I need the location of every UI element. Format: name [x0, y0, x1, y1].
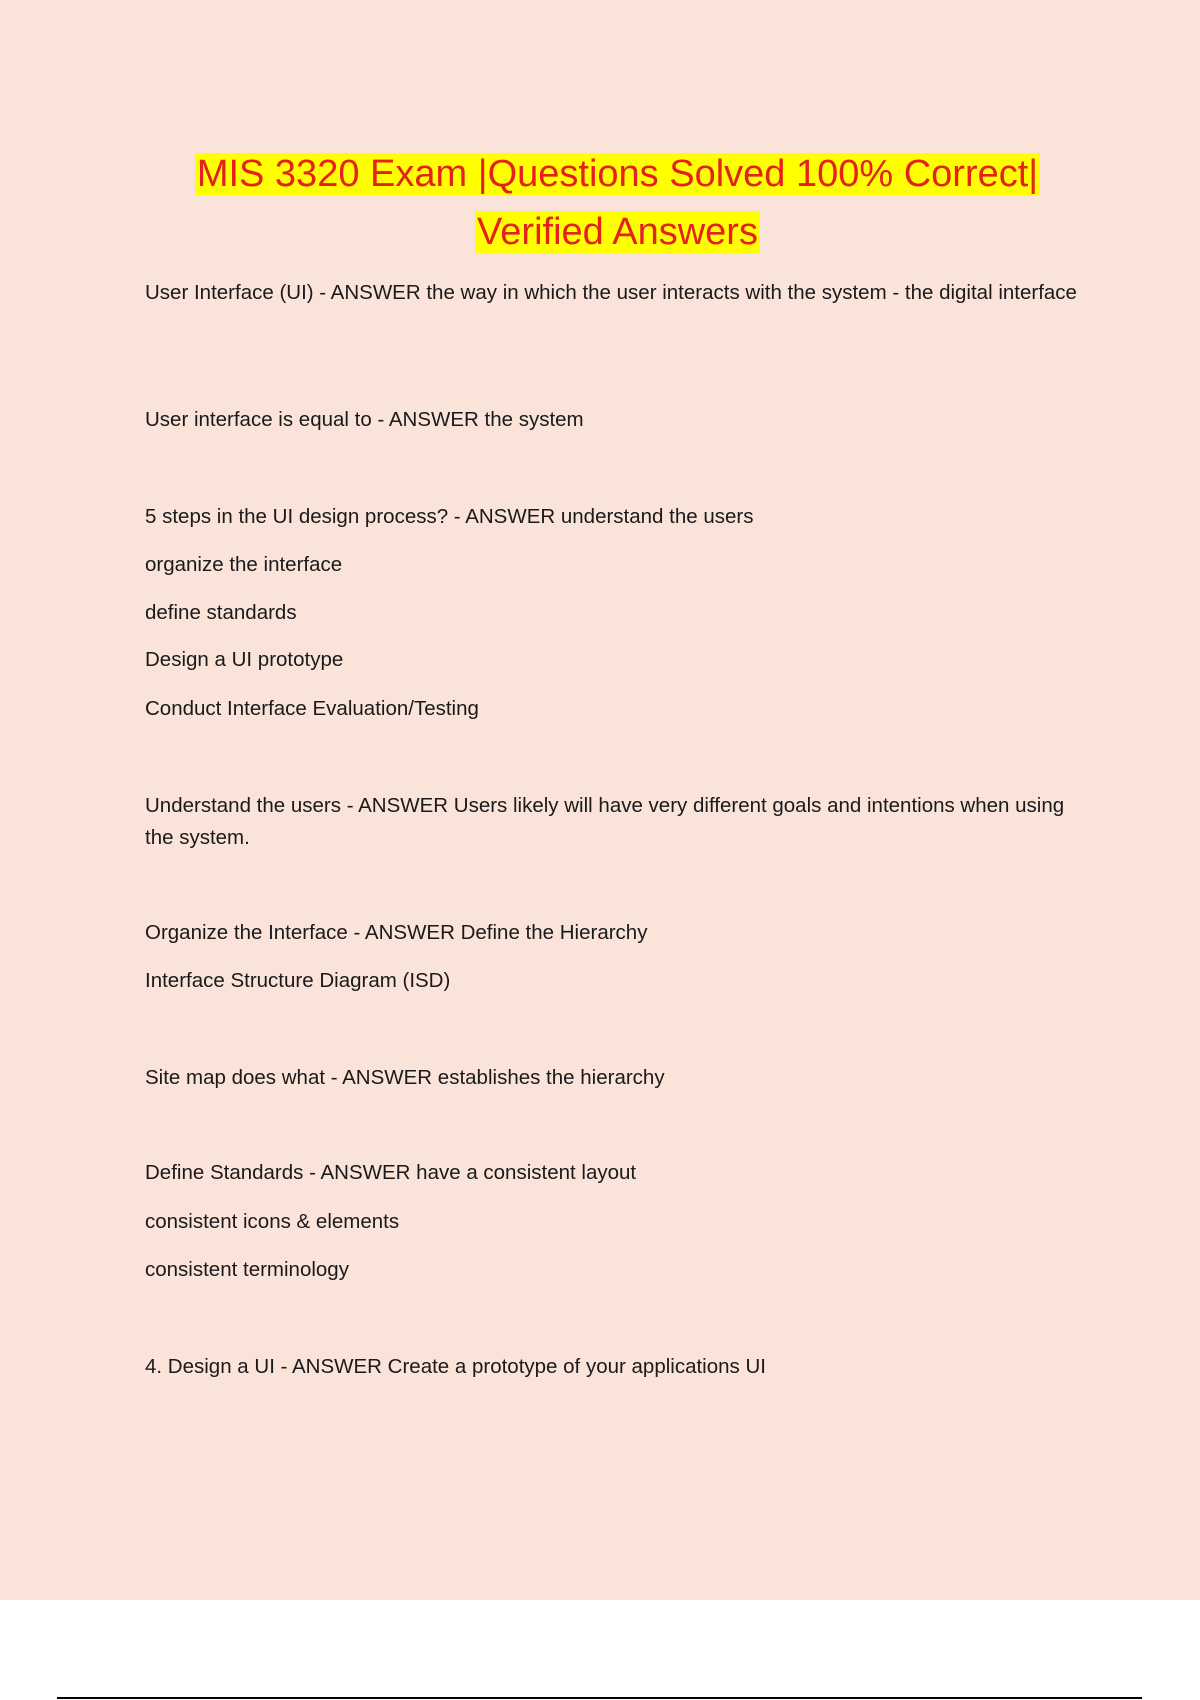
- qa-user-interface-equal: User interface is equal to - ANSWER the system: [145, 408, 584, 431]
- title-line-1: MIS 3320 Exam |Questions Solved 100% Correct|: [196, 153, 1039, 195]
- qa-user-interface: User Interface (UI) - ANSWER the way in which the user interacts with the system - the digital interface: [145, 281, 1077, 304]
- qa-define-standards: Define Standards - ANSWER have a consistent layout: [145, 1161, 637, 1184]
- qa-design-ui: 4. Design a UI - ANSWER Create a prototype of your applications UI: [145, 1355, 766, 1378]
- footer-divider: [57, 1697, 1142, 1699]
- list-item: consistent terminology: [145, 1258, 349, 1281]
- list-item: define standards: [145, 601, 297, 624]
- qa-understand-users: Understand the users - ANSWER Users likely will have very different goals and intentions when using the system.: [145, 794, 1065, 849]
- qa-organize-interface: Organize the Interface - ANSWER Define the Hierarchy: [145, 921, 648, 944]
- list-item: Conduct Interface Evaluation/Testing: [145, 697, 479, 720]
- qa-site-map: Site map does what - ANSWER establishes the hierarchy: [145, 1066, 665, 1089]
- list-item: organize the interface: [145, 553, 343, 576]
- document-title: [100, 145, 1135, 261]
- list-item: consistent icons & elements: [145, 1210, 400, 1233]
- qa-ui-design-steps: 5 steps in the UI design process? - ANSWER understand the users: [145, 505, 754, 528]
- list-item: Design a UI prototype: [145, 648, 344, 671]
- title-line-2: Verified Answers: [477, 211, 758, 253]
- list-item: Interface Structure Diagram (ISD): [145, 969, 451, 992]
